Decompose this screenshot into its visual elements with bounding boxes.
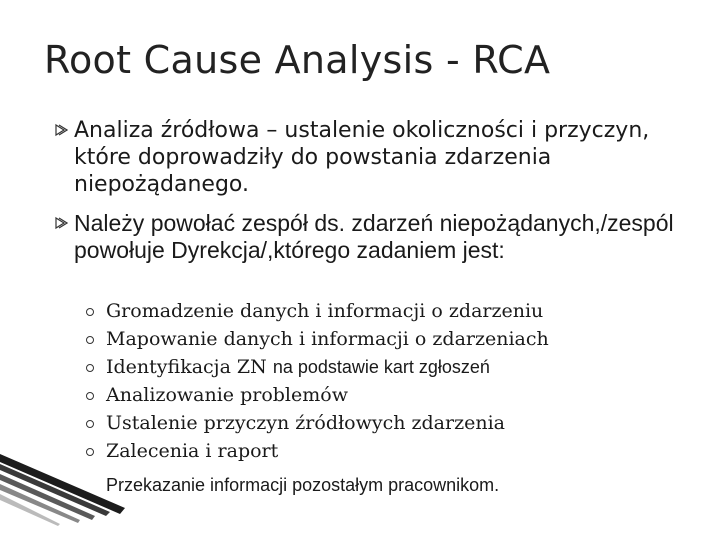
arrow-bullet-icon xyxy=(54,216,68,230)
arrow-bullet-icon xyxy=(54,123,68,137)
sub-item-text: Gromadzenie danych i informacji o zdarzeniu xyxy=(106,300,544,322)
sub-item xyxy=(86,326,686,354)
circle-bullet-icon xyxy=(86,364,94,372)
sub-item-text: Zalecenia i raport xyxy=(106,440,279,462)
circle-bullet-icon xyxy=(86,482,94,490)
sub-item-text: Mapowanie danych i informacji o zdarzeniach xyxy=(106,328,549,350)
circle-bullet-icon xyxy=(86,420,94,428)
circle-bullet-icon xyxy=(86,336,94,344)
sub-item-text: Przekazanie informacji pozostałym pracownikom. xyxy=(106,475,500,495)
circle-bullet-icon xyxy=(86,308,94,316)
bullet-text: Analiza źródłowa – ustalenie okoliczności i przyczyn, które doprowadziły do powstania zdarzenia niepożądanego. xyxy=(74,118,650,197)
sub-item-text xyxy=(106,354,490,380)
bullet-text: Należy powołać zespół ds. zdarzeń niepożądanych,/zespól powołuje Dyrekcja/,którego zadaniem jest: xyxy=(74,210,674,263)
sub-item xyxy=(86,382,686,410)
sub-item-text-part1: Identyfikacja ZN xyxy=(106,356,273,378)
circle-bullet-icon xyxy=(86,392,94,400)
sub-item-text: Ustalenie przyczyn źródłowych zdarzenia xyxy=(106,412,505,434)
sub-item xyxy=(86,472,686,500)
sub-item-text-part2: na podstawie kart zgłoszeń xyxy=(272,357,490,377)
sub-item xyxy=(86,298,686,326)
sub-item-text: Analizowanie problemów xyxy=(106,384,348,406)
sub-item xyxy=(86,410,686,438)
slide-title: Root Cause Analysis - RCA xyxy=(44,38,551,82)
sub-item xyxy=(86,438,686,466)
sub-item xyxy=(86,354,686,382)
